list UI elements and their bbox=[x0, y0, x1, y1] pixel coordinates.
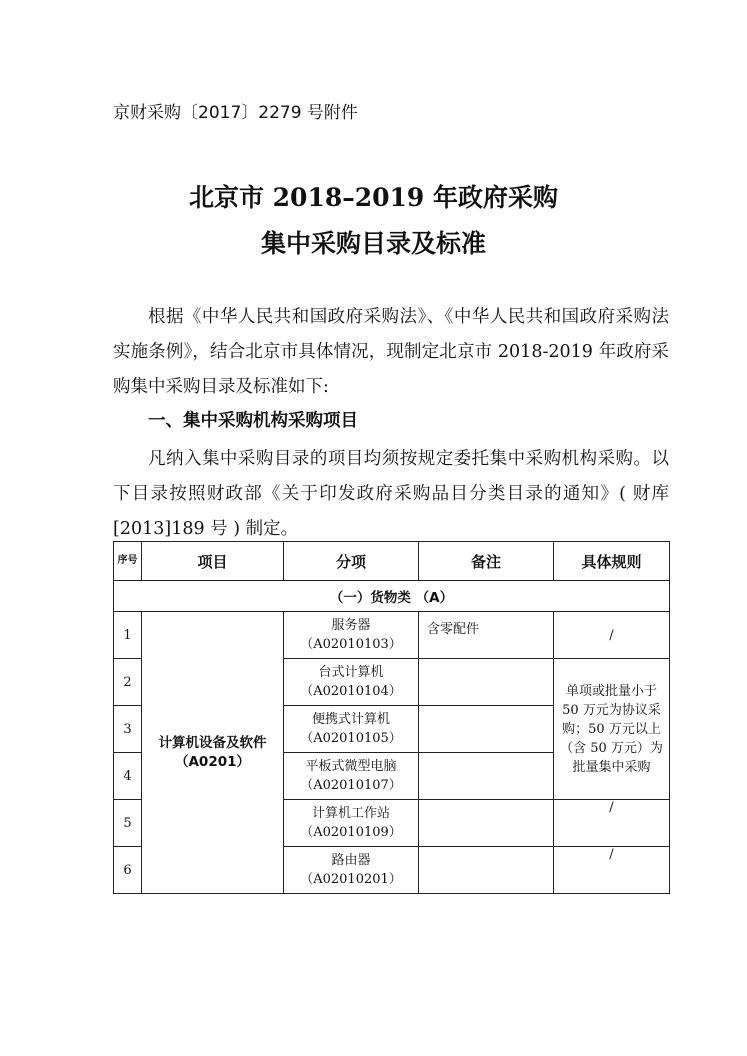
item-cell bbox=[284, 612, 419, 659]
rule-cell: / bbox=[554, 847, 670, 894]
row-number: 2 bbox=[114, 659, 142, 706]
item-code: （A02010109） bbox=[300, 825, 402, 840]
item-name: 平板式微型电脑 bbox=[305, 759, 397, 774]
section-1-body: 凡纳入集中采购目录的项目均须按规定委托集中采购机构采购。以下目录按照财政部《关于印发政府采购品目分类目录的通知》( 财库[2013]189 号 ) 制定。 bbox=[113, 449, 669, 539]
category-goods: （一）货物类 （A） bbox=[114, 581, 670, 612]
intro-paragraph: 根据《中华人民共和国政府采购法》、《中华人民共和国政府采购法实施条例》，结合北京市具体情况，现制定北京市 2018-2019 年政府采购集中采购目录及标准如下: bbox=[113, 307, 669, 397]
item-name: 服务器 bbox=[331, 618, 371, 633]
rule-cell: / bbox=[554, 612, 670, 659]
row-number: 3 bbox=[114, 706, 142, 753]
item-name: 便携式计算机 bbox=[311, 712, 390, 727]
note-cell bbox=[419, 659, 554, 706]
header-item: 分项 bbox=[284, 542, 419, 581]
document-title-line-2: 集中采购目录及标准 bbox=[260, 229, 486, 258]
item-code: （A02010104） bbox=[300, 684, 402, 699]
row-number: 5 bbox=[114, 800, 142, 847]
note-cell bbox=[419, 800, 554, 847]
header-rule: 具体规则 bbox=[554, 542, 670, 581]
row-number: 4 bbox=[114, 753, 142, 800]
shared-rule-cell: 单项或批量小于 50 万元为协议采购；50 万元以上（含 50 万元）为批量集中采购 bbox=[554, 659, 670, 800]
table-row bbox=[114, 612, 670, 659]
item-code: （A02010105） bbox=[300, 731, 402, 746]
rule-cell: / bbox=[554, 800, 670, 847]
section-1-heading: 一、集中采购机构采购项目 bbox=[148, 411, 358, 431]
project-group-code: （A0201） bbox=[174, 753, 251, 770]
note-cell bbox=[419, 847, 554, 894]
note-cell bbox=[419, 706, 554, 753]
project-group-name: 计算机设备及软件 bbox=[158, 734, 267, 751]
header-seq: 序号 bbox=[114, 542, 142, 581]
row-number: 6 bbox=[114, 847, 142, 894]
procurement-catalog-table bbox=[113, 541, 670, 894]
item-cell bbox=[284, 800, 419, 847]
header-project: 项目 bbox=[142, 542, 284, 581]
table-header-row bbox=[114, 542, 670, 581]
category-row bbox=[114, 581, 670, 612]
item-cell bbox=[284, 659, 419, 706]
note-cell bbox=[419, 753, 554, 800]
item-name: 台式计算机 bbox=[318, 665, 384, 680]
document-title-line-1: 北京市 2018–2019 年政府采购 bbox=[188, 183, 559, 212]
header-note: 备注 bbox=[419, 542, 554, 581]
item-code: （A02010103） bbox=[300, 637, 402, 652]
item-cell bbox=[284, 753, 419, 800]
item-code: （A02010107） bbox=[300, 778, 402, 793]
project-group bbox=[142, 612, 284, 894]
row-number: 1 bbox=[114, 612, 142, 659]
note-cell: 含零配件 bbox=[419, 612, 554, 659]
item-name: 路由器 bbox=[331, 853, 371, 868]
item-name: 计算机工作站 bbox=[311, 806, 390, 821]
item-cell bbox=[284, 706, 419, 753]
item-code: （A02010201） bbox=[300, 872, 402, 887]
document-annex-number: 京财采购〔2017〕2279 号附件 bbox=[113, 103, 358, 123]
item-cell bbox=[284, 847, 419, 894]
